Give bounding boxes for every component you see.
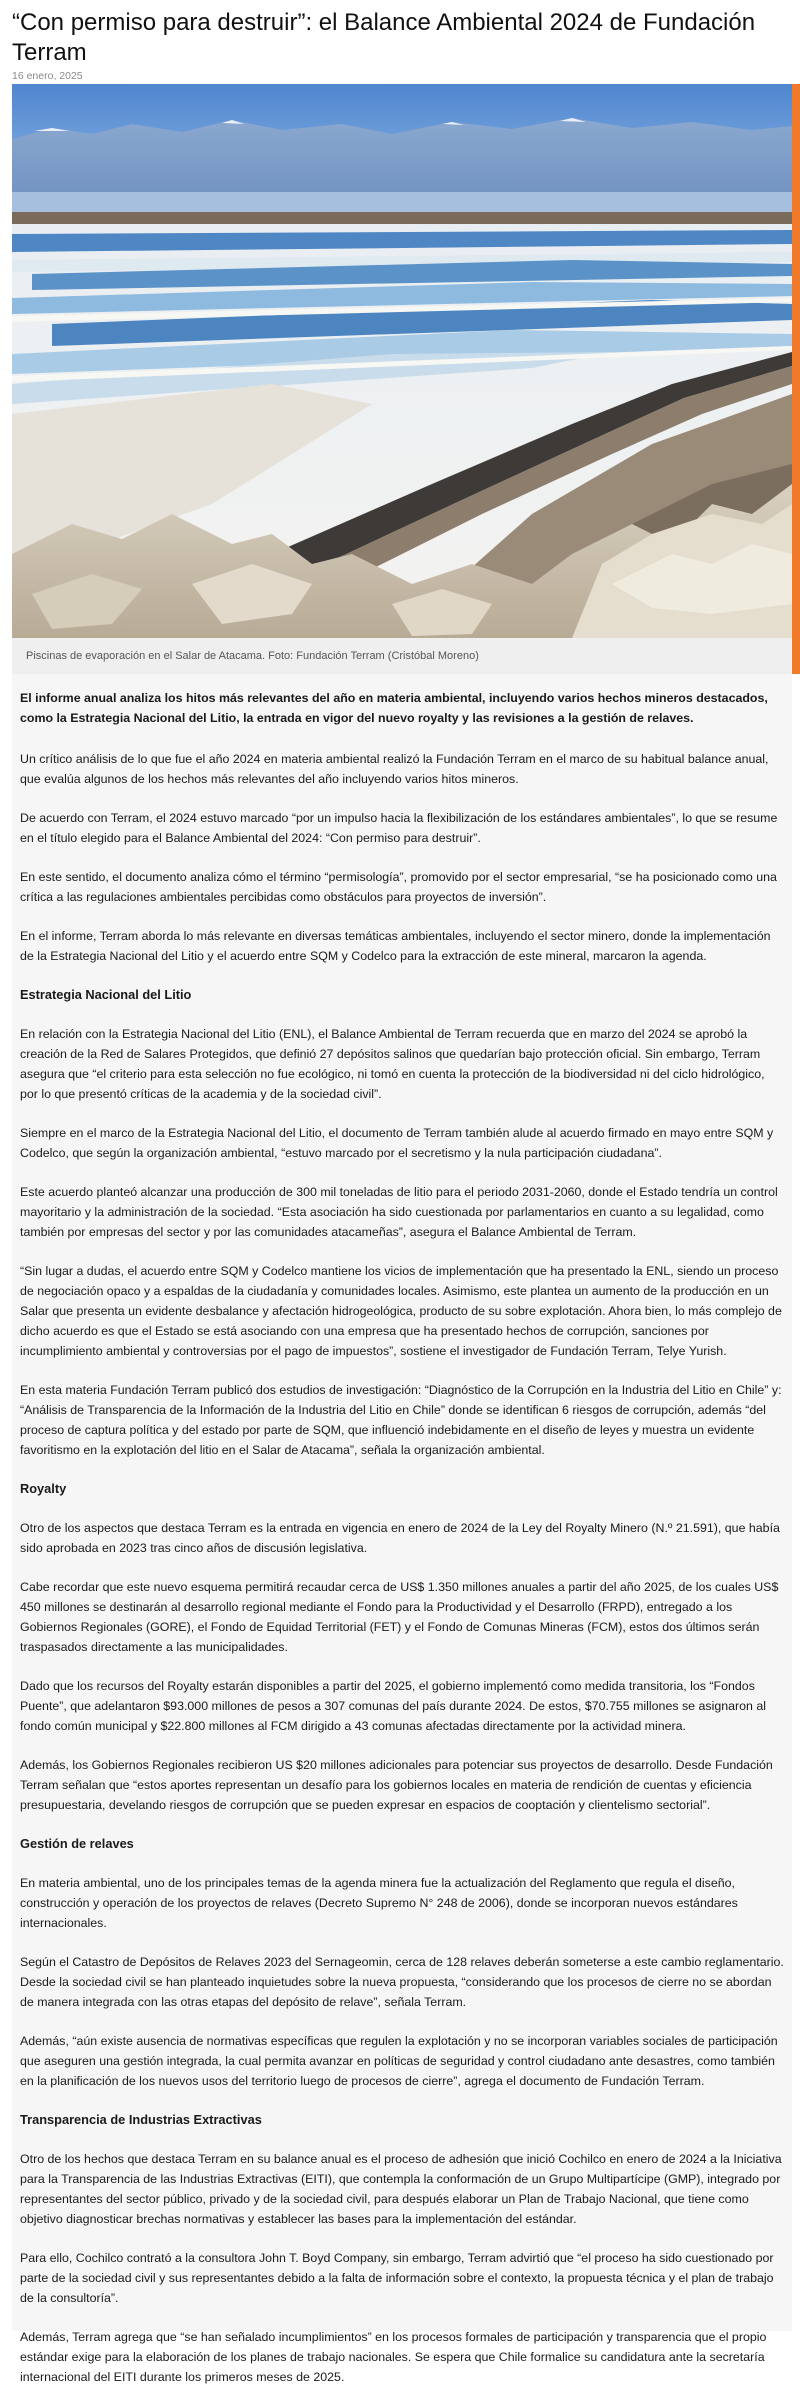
paragraph: De acuerdo con Terram, el 2024 estuvo marcado “por un impulso hacia la flexibilización de los estándares ambientales”, lo que se resume en el título elegido para el Balance Ambiental del 2024: “Con permiso para destruir”. <box>20 811 778 845</box>
paragraph: Además, Terram agrega que “se han señalado incumplimientos” en los procesos formales de participación y transparencia que el propio estándar exige para la elaboración de los planes de trabajo nacionales. Se espera que Chile formalice su candidatura ante la secretaría internacional del EITI durante los primeros meses de 2025. <box>20 2330 767 2384</box>
article-date: 16 enero, 2025 <box>12 70 83 82</box>
article-title: “Con permiso para destruir”: el Balance Ambiental 2024 de Fundación Terram <box>12 9 756 66</box>
paragraph: En el informe, Terram aborda lo más relevante en diversas temáticas ambientales, incluyendo el sector minero, donde la implementación de la Estrategia Nacional del Litio y el acuerdo entre SQM y Codelco para la extracción de este mineral, marcaron la agenda. <box>20 929 771 963</box>
section-heading-relaves: Gestión de relaves <box>20 1836 134 1851</box>
featured-figure <box>12 84 792 674</box>
paragraph: Para ello, Cochilco contrató a la consultora John T. Boyd Company, sin embargo, Terram advirtió que “el proceso ha sido cuestionado por parte de la sociedad civil y sus representantes debido a la falta de información sobre el contexto, la propuesta técnica y el plan de trabajo de la consultoría”. <box>20 2251 774 2305</box>
paragraph: Siempre en el marco de la Estrategia Nacional del Litio, el documento de Terram también alude al acuerdo firmado en mayo entre SQM y Codelco, que según la organización ambiental, “estuvo marcado por el secretismo y la nula participación ciudadana”. <box>20 1126 774 1160</box>
paragraph: En este sentido, el documento analiza cómo el término “permisología”, promovido por el sector empresarial, “se ha posicionado como una crítica a las regulaciones ambientales percibidas como obstáculos para proyectos de inversión”. <box>20 870 777 904</box>
paragraph: Dado que los recursos del Royalty estarán disponibles a partir del 2025, el gobierno implementó como medida transitoria, los “Fondos Puente”, que adelantaron $93.000 millones de pesos a 307 comunas del país durante 2024. De estos, $70.755 millones se asignaron al fondo común municipal y $22.800 millones al FCM dirigido a 43 comunas afectadas directamente por la actividad minera. <box>20 1679 767 1733</box>
paragraph: En esta materia Fundación Terram publicó dos estudios de investigación: “Diagnóstico de la Corrupción en la Industria del Litio en Chile” y: “Análisis de Transparencia de la Información de la Industria del Litio en Chile” donde se identifican 6 riesgos de corrupción, además “del proceso de captura política y del estado por parte de SQM, que influenció indebidamente en el diseño de leyes y muestra un evidente favoritismo en la explotación del litio en el Salar de Atacama”, señala la organización ambiental. <box>20 1383 782 1457</box>
paragraph: En relación con la Estrategia Nacional del Litio (ENL), el Balance Ambiental de Terram recuerda que en marzo del 2024 se aprobó la creación de la Red de Salares Protegidos, que definió 27 depósitos salinos que quedarían bajo protección oficial. Sin embargo, Terram asegura que “el criterio para esta selección no fue ecológico, ni tomó en cuenta la protección de la biodiversidad ni del ciclo hidrológico, por lo que presentó críticas de la academia y de la sociedad civil”. <box>20 1027 765 1101</box>
article-body <box>12 674 792 2384</box>
salar-de-atacama-photo <box>12 84 792 638</box>
paragraph: Además, “aún existe ausencia de normativas específicas que regulen la explotación y no se incorporan variables sociales de participación que aseguren una gestión integrada, la cual permita avanzar en políticas de seguridad y control ciudadano ante desastres, como también en la planificación de los nuevos usos del territorio luego de procesos de cierre”, agrega el documento de Fundación Terram. <box>20 2034 778 2088</box>
paragraph: Además, los Gobiernos Regionales recibieron US $20 millones adicionales para potenciar sus proyectos de desarrollo. Desde Fundación Terram señalan que “estos aportes representan un desafío para los gobiernos locales en materia de rendición de cuentas y eficiencia presupuestaria, develando riesgos de corrupción que se pueden expresar en espacios de cooptación y clientelismo sectorial”. <box>20 1758 773 1812</box>
section-heading-transparencia: Transparencia de Industrias Extractivas <box>20 2112 262 2127</box>
paragraph: En materia ambiental, uno de los principales temas de la agenda minera fue la actualización del Reglamento que regula el diseño, construcción y operación de los proyectos de relaves (Decreto Supremo N° 248 de 2006), donde se incorporan nuevos estándares internacionales. <box>20 1876 738 1930</box>
accent-bar <box>792 84 800 674</box>
paragraph: Según el Catastro de Depósitos de Relaves 2023 del Sernageomin, cerca de 128 relaves deberán someterse a este cambio reglamentario. Desde la sociedad civil se han planteado inquietudes sobre la nueva propuesta, “considerando que los procesos de cierre no se abordan de manera integrada con las otras etapas del depósito de relave”, señala Terram. <box>20 1955 784 2009</box>
lead-paragraph: El informe anual analiza los hitos más relevantes del año en materia ambiental, incluyendo varios hechos mineros destacados, como la Estrategia Nacional del Litio, la entrada en vigor del nuevo royalty y las revisiones a la gestión de relaves. <box>20 691 768 725</box>
article-header <box>0 0 800 82</box>
paragraph: Otro de los hechos que destaca Terram en su balance anual es el proceso de adhesión que inició Cochilco en enero de 2024 a la Iniciativa para la Transparencia de las Industrias Extractivas (EITI), que contempla la conformación de un Grupo Multipartícipe (GMP), integrado por representantes del sector público, privado y de la sociedad civil, para después elaborar un Plan de Trabajo Nacional, que tiene como objetivo diagnosticar brechas normativas y establecer las bases para la implementación del estándar. <box>20 2152 782 2226</box>
paragraph: Cabe recordar que este nuevo esquema permitirá recaudar cerca de US$ 1.350 millones anuales a partir del año 2025, de los cuales US$ 450 millones se destinarán al desarrollo regional mediante el Fondo para la Productividad y el Desarrollo (FRPD), entregado a los Gobiernos Regionales (GORE), el Fondo de Equidad Territorial (FET) y el Fondo de Comunas Mineras (FCM), estos dos últimos serán traspasados directamente a las municipalidades. <box>20 1580 779 1654</box>
section-heading-litio: Estrategia Nacional del Litio <box>20 987 192 1002</box>
section-heading-royalty: Royalty <box>20 1481 67 1496</box>
paragraph: Otro de los aspectos que destaca Terram es la entrada en vigencia en enero de 2024 de la Ley del Royalty Minero (N.º 21.591), que había sido aprobada en 2023 tras cinco años de discusión legislativa. <box>20 1521 780 1555</box>
paragraph: Este acuerdo planteó alcanzar una producción de 300 mil toneladas de litio para el periodo 2031-2060, donde el Estado tendría un control mayoritario y la administración de la sociedad. “Esta asociación ha sido cuestionada por parlamentarios en cuanto a su legalidad, como también por empresas del sector y por las comunidades atacameñas”, asegura el Balance Ambiental de Terram. <box>20 1185 778 1239</box>
paragraph: “Sin lugar a dudas, el acuerdo entre SQM y Codelco mantiene los vicios de implementación que ha presentado la ENL, siendo un proceso de negociación opaco y a espaldas de la ciudadanía y comunidades locales. Asimismo, este plantea un aumento de la producción en un Salar que presenta un evidente desbalance y afectación hidrogeológica, producto de su sobre explotación. Ahora bien, lo más complejo de dicho acuerdo es que el Estado se está asociando con una empresa que ha presentado hechos de corrupción, sanciones por incumplimiento ambiental y controversias por el pago de impuestos”, sostiene el investigador de Fundación Terram, Telye Yurish. <box>20 1264 782 1358</box>
figure-caption: Piscinas de evaporación en el Salar de Atacama. Foto: Fundación Terram (Cristóbal Moreno) <box>12 638 792 674</box>
paragraph: Un crítico análisis de lo que fue el año 2024 en materia ambiental realizó la Fundación Terram en el marco de su habitual balance anual, que evalúa algunos de los hechos más relevantes del año incluyendo varios hitos mineros. <box>20 752 769 786</box>
